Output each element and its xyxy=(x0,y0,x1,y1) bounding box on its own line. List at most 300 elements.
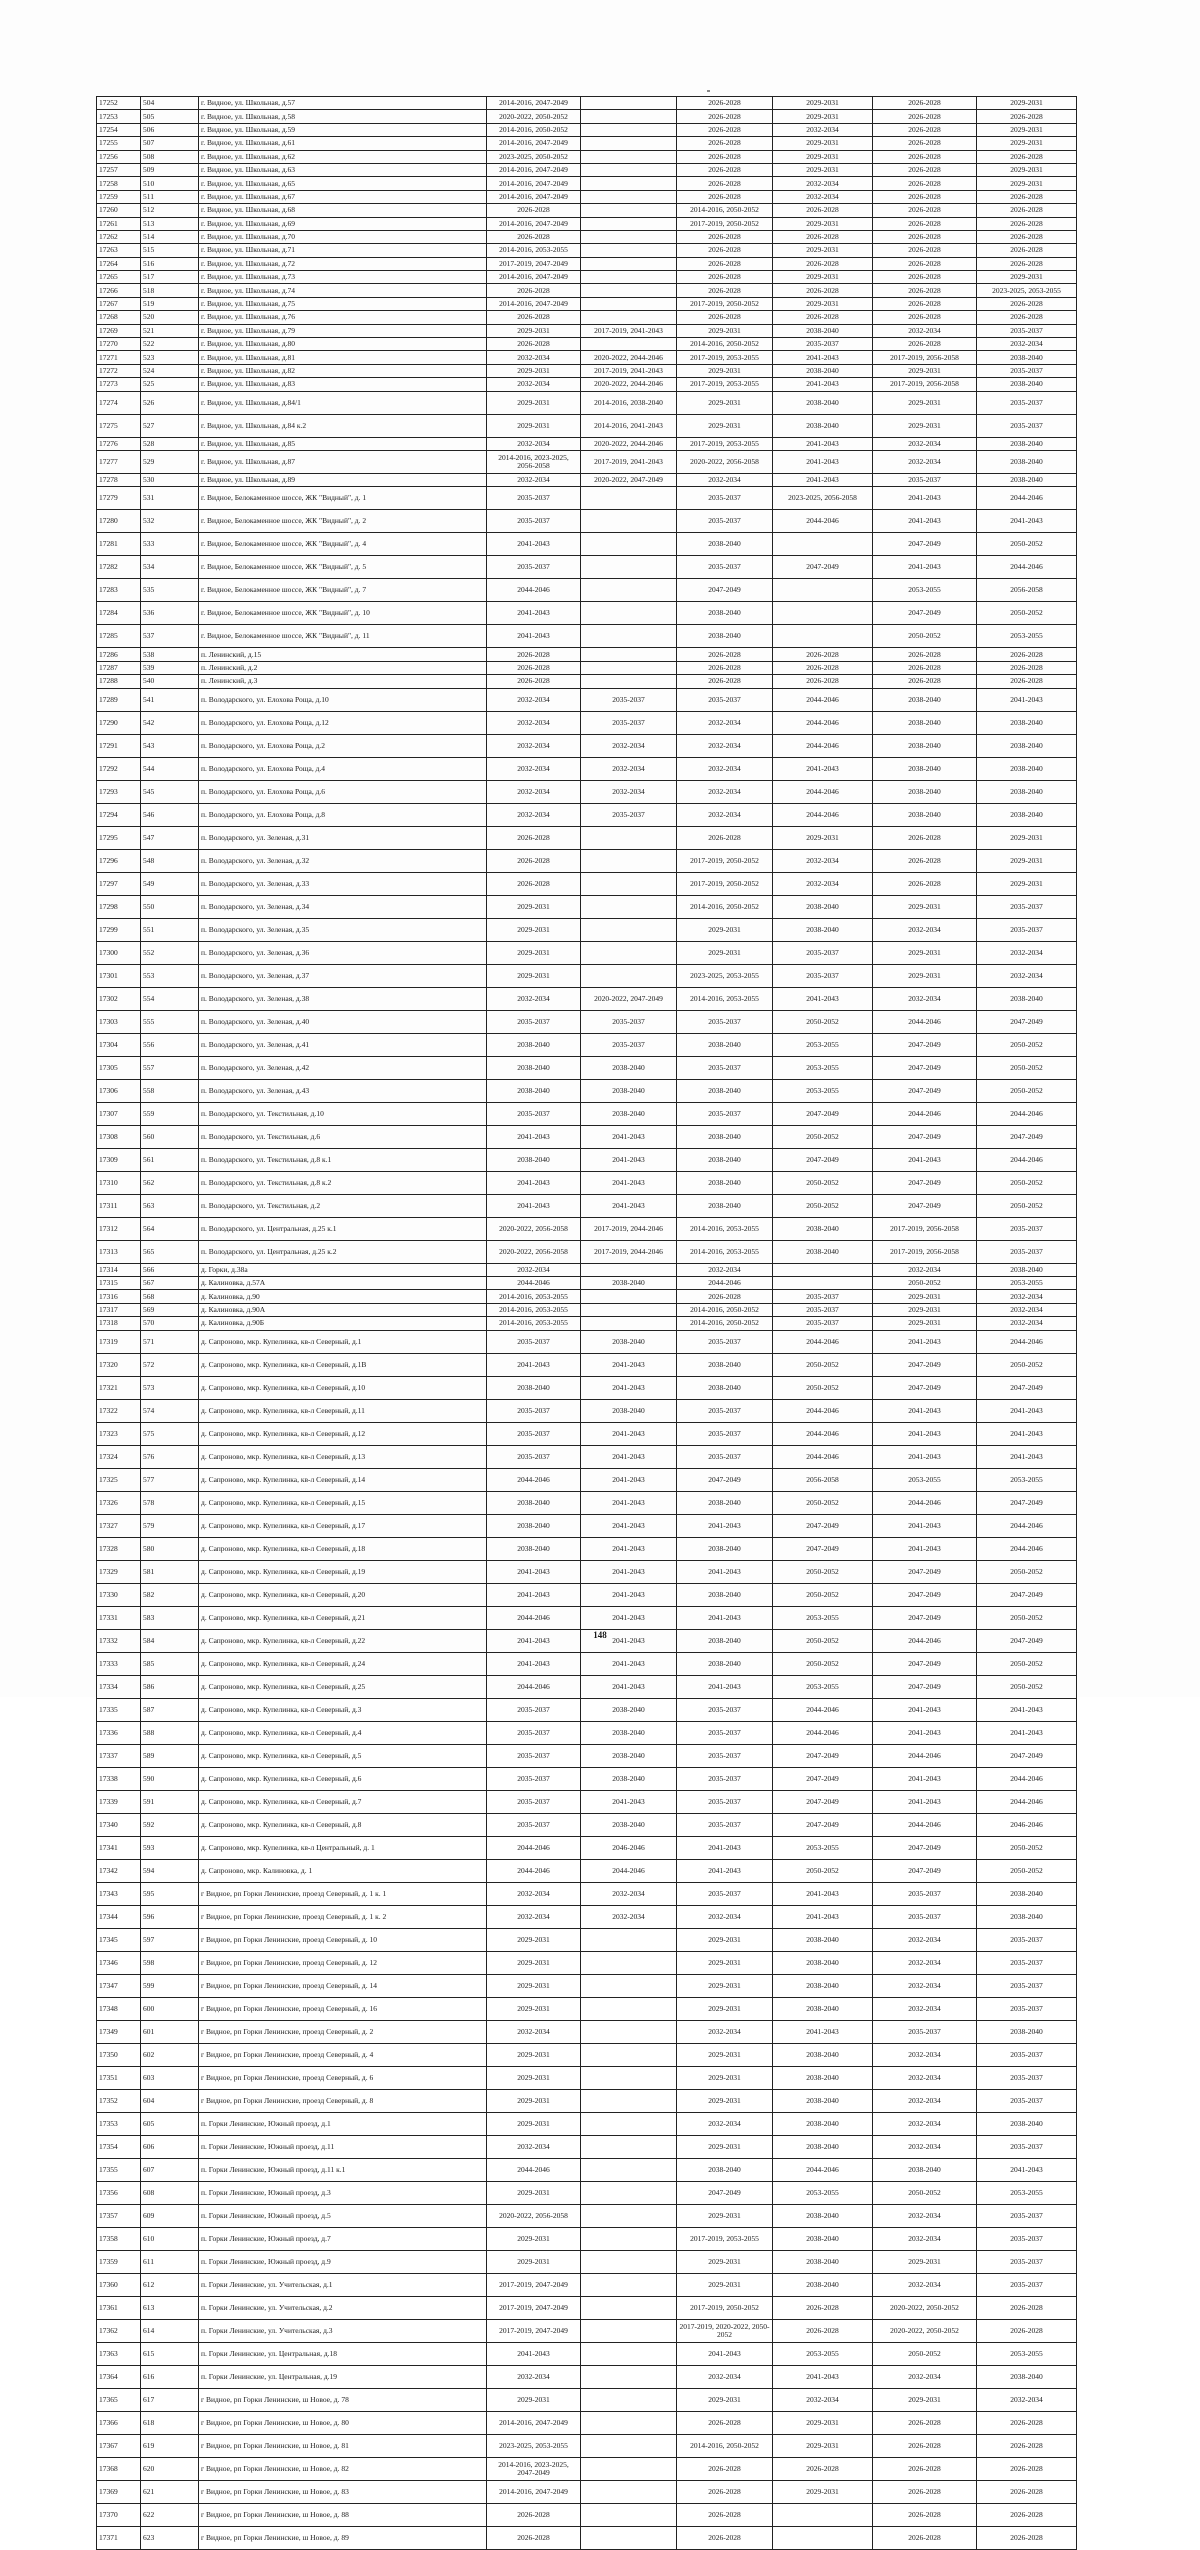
period-6-cell: 2050-2052 xyxy=(977,1836,1077,1859)
table-row xyxy=(97,437,1077,450)
table-row xyxy=(97,1997,1077,2020)
table-row xyxy=(97,964,1077,987)
address-cell: п. Горки Ленинские, Южный проезд, д.5 xyxy=(199,2204,487,2227)
table-row xyxy=(97,2181,1077,2204)
period-5-cell: 2041-2043 xyxy=(873,1445,977,1468)
period-6-cell: 2044-2046 xyxy=(977,1514,1077,1537)
address-cell: г. Видное, ул. Школьная, д.83 xyxy=(199,378,487,391)
table-row xyxy=(97,137,1077,150)
period-3-cell: 2035-2037 xyxy=(677,1399,773,1422)
period-4-cell: 2038-2040 xyxy=(773,324,873,337)
period-3-cell: 2026-2028 xyxy=(677,284,773,297)
item-number-cell: 565 xyxy=(141,1240,199,1263)
period-4-cell: 2041-2043 xyxy=(773,437,873,450)
period-3-cell: 2014-2016, 2050-2052 xyxy=(677,895,773,918)
period-5-cell: 2032-2034 xyxy=(873,2204,977,2227)
period-6-cell: 2047-2049 xyxy=(977,1125,1077,1148)
period-3-cell: 2017-2019, 2053-2055 xyxy=(677,378,773,391)
table-row xyxy=(97,123,1077,136)
period-5-cell: 2026-2028 xyxy=(873,163,977,176)
period-4-cell: 2053-2055 xyxy=(773,1606,873,1629)
period-3-cell: 2026-2028 xyxy=(677,137,773,150)
period-5-cell: 2032-2034 xyxy=(873,2227,977,2250)
period-2-cell: 2038-2040 xyxy=(581,1721,677,1744)
period-5-cell: 2026-2028 xyxy=(873,2526,977,2549)
period-5-cell: 2026-2028 xyxy=(873,271,977,284)
period-5-cell: 2026-2028 xyxy=(873,661,977,674)
record-id-cell: 17362 xyxy=(97,2319,141,2342)
table-row xyxy=(97,2365,1077,2388)
period-2-cell: 2032-2034 xyxy=(581,734,677,757)
period-5-cell: 2029-2031 xyxy=(873,941,977,964)
period-5-cell: 2026-2028 xyxy=(873,849,977,872)
period-5-cell: 2017-2019, 2056-2058 xyxy=(873,378,977,391)
item-number-cell: 523 xyxy=(141,351,199,364)
period-2-cell: 2041-2043 xyxy=(581,1583,677,1606)
period-5-cell: 2029-2031 xyxy=(873,1290,977,1303)
period-5-cell: 2032-2034 xyxy=(873,2112,977,2135)
period-6-cell: 2026-2028 xyxy=(977,661,1077,674)
period-6-cell: 2041-2043 xyxy=(977,510,1077,533)
record-id-cell: 17286 xyxy=(97,648,141,661)
period-6-cell: 2035-2037 xyxy=(977,1217,1077,1240)
period-1-cell: 2029-2031 xyxy=(487,2066,581,2089)
period-6-cell: 2038-2040 xyxy=(977,734,1077,757)
period-1-cell: 2044-2046 xyxy=(487,1468,581,1491)
item-number-cell: 584 xyxy=(141,1629,199,1652)
period-2-cell xyxy=(581,1317,677,1330)
period-1-cell: 2035-2037 xyxy=(487,556,581,579)
address-cell: п. Володарского, ул. Елохова Роща, д.12 xyxy=(199,711,487,734)
record-id-cell: 17343 xyxy=(97,1882,141,1905)
period-2-cell xyxy=(581,648,677,661)
address-cell: г. Видное, Белокаменное шоссе, ЖК "Видный", д. 10 xyxy=(199,602,487,625)
address-cell: п. Горки Ленинские, ул. Учительская, д.1 xyxy=(199,2273,487,2296)
table-row xyxy=(97,351,1077,364)
address-cell: д. Сапроново, мкр. Купелинка, кв-л Северный, д.6 xyxy=(199,1767,487,1790)
address-cell: г. Видное, ул. Школьная, д.63 xyxy=(199,163,487,176)
period-3-cell: 2038-2040 xyxy=(677,533,773,556)
period-2-cell xyxy=(581,826,677,849)
record-id-cell: 17293 xyxy=(97,780,141,803)
period-6-cell: 2035-2037 xyxy=(977,2135,1077,2158)
period-4-cell: 2044-2046 xyxy=(773,780,873,803)
item-number-cell: 585 xyxy=(141,1652,199,1675)
period-1-cell: 2014-2016, 2053-2055 xyxy=(487,244,581,257)
address-cell: г. Видное, Белокаменное шоссе, ЖК "Видный", д. 1 xyxy=(199,487,487,510)
period-4-cell: 2044-2046 xyxy=(773,1445,873,1468)
period-1-cell: 2041-2043 xyxy=(487,1125,581,1148)
period-4-cell: 2041-2043 xyxy=(773,1905,873,1928)
period-5-cell: 2041-2043 xyxy=(873,510,977,533)
period-4-cell: 2032-2034 xyxy=(773,177,873,190)
table-row xyxy=(97,2273,1077,2296)
record-id-cell: 17261 xyxy=(97,217,141,230)
period-6-cell: 2038-2040 xyxy=(977,711,1077,734)
period-2-cell xyxy=(581,2411,677,2434)
address-cell: г. Видное, Белокаменное шоссе, ЖК "Видный", д. 7 xyxy=(199,579,487,602)
period-5-cell: 2032-2034 xyxy=(873,1974,977,1997)
table-row xyxy=(97,1928,1077,1951)
period-6-cell: 2038-2040 xyxy=(977,1263,1077,1276)
table-row xyxy=(97,2480,1077,2503)
period-2-cell: 2038-2040 xyxy=(581,1813,677,1836)
table-row xyxy=(97,734,1077,757)
table-row xyxy=(97,1514,1077,1537)
period-1-cell: 2014-2016, 2047-2049 xyxy=(487,2480,581,2503)
table-row xyxy=(97,1125,1077,1148)
period-2-cell: 2038-2040 xyxy=(581,1102,677,1125)
period-3-cell: 2020-2022, 2056-2058 xyxy=(677,450,773,473)
period-1-cell: 2032-2034 xyxy=(487,987,581,1010)
table-row xyxy=(97,391,1077,414)
period-6-cell: 2053-2055 xyxy=(977,625,1077,648)
table-row xyxy=(97,675,1077,688)
period-2-cell xyxy=(581,2112,677,2135)
period-4-cell: 2056-2058 xyxy=(773,1468,873,1491)
period-1-cell: 2014-2016, 2023-2025, 2056-2058 xyxy=(487,450,581,473)
period-5-cell: 2026-2028 xyxy=(873,311,977,324)
period-1-cell: 2029-2031 xyxy=(487,895,581,918)
period-5-cell: 2053-2055 xyxy=(873,1468,977,1491)
period-1-cell: 2044-2046 xyxy=(487,2158,581,2181)
period-2-cell: 2038-2040 xyxy=(581,1079,677,1102)
period-5-cell: 2026-2028 xyxy=(873,2503,977,2526)
address-cell: г. Видное, ул. Школьная, д.65 xyxy=(199,177,487,190)
address-cell: д. Сапроново, мкр. Купелинка, кв-л Северный, д.7 xyxy=(199,1790,487,1813)
period-2-cell: 2020-2022, 2044-2046 xyxy=(581,351,677,364)
item-number-cell: 593 xyxy=(141,1836,199,1859)
period-6-cell: 2029-2031 xyxy=(977,872,1077,895)
item-number-cell: 549 xyxy=(141,872,199,895)
address-cell: п. Володарского, ул. Зеленая, д.33 xyxy=(199,872,487,895)
period-1-cell: 2014-2016, 2047-2049 xyxy=(487,217,581,230)
period-6-cell: 2044-2046 xyxy=(977,556,1077,579)
period-5-cell: 2026-2028 xyxy=(873,150,977,163)
period-4-cell: 2053-2055 xyxy=(773,2342,873,2365)
table-body xyxy=(97,97,1077,2550)
period-1-cell: 2044-2046 xyxy=(487,1675,581,1698)
table-row xyxy=(97,1537,1077,1560)
item-number-cell: 567 xyxy=(141,1276,199,1289)
table-row xyxy=(97,271,1077,284)
period-4-cell: 2026-2028 xyxy=(773,2319,873,2342)
period-3-cell: 2029-2031 xyxy=(677,2043,773,2066)
address-cell: г. Видное, ул. Школьная, д.76 xyxy=(199,311,487,324)
period-2-cell: 2017-2019, 2041-2043 xyxy=(581,364,677,377)
table-row xyxy=(97,2503,1077,2526)
table-row xyxy=(97,711,1077,734)
period-5-cell: 2038-2040 xyxy=(873,688,977,711)
period-5-cell: 2026-2028 xyxy=(873,217,977,230)
address-cell: г. Видное, ул. Школьная, д.87 xyxy=(199,450,487,473)
record-id-cell: 17347 xyxy=(97,1974,141,1997)
period-3-cell: 2026-2028 xyxy=(677,123,773,136)
period-6-cell: 2046-2046 xyxy=(977,1813,1077,1836)
period-2-cell xyxy=(581,510,677,533)
period-4-cell: 2038-2040 xyxy=(773,2204,873,2227)
record-id-cell: 17271 xyxy=(97,351,141,364)
record-id-cell: 17304 xyxy=(97,1033,141,1056)
item-number-cell: 612 xyxy=(141,2273,199,2296)
address-cell: п. Володарского, ул. Зеленая, д.43 xyxy=(199,1079,487,1102)
period-6-cell: 2050-2052 xyxy=(977,1056,1077,1079)
record-id-cell: 17255 xyxy=(97,137,141,150)
table-row xyxy=(97,688,1077,711)
address-cell: п. Володарского, ул. Центральная, д.25 к.1 xyxy=(199,1217,487,1240)
period-6-cell: 2029-2031 xyxy=(977,849,1077,872)
period-3-cell: 2047-2049 xyxy=(677,2181,773,2204)
address-cell: г Видное, рп Горки Ленинские, ш Новое, д. 80 xyxy=(199,2411,487,2434)
table-row xyxy=(97,2342,1077,2365)
period-5-cell: 2032-2034 xyxy=(873,987,977,1010)
period-6-cell: 2041-2043 xyxy=(977,1422,1077,1445)
period-5-cell: 2041-2043 xyxy=(873,1537,977,1560)
table-row xyxy=(97,1583,1077,1606)
period-4-cell: 2047-2049 xyxy=(773,1813,873,1836)
period-3-cell: 2041-2043 xyxy=(677,1859,773,1882)
record-id-cell: 17322 xyxy=(97,1399,141,1422)
address-cell: д. Сапроново, мкр. Купелинка, кв-л Северный, д.25 xyxy=(199,1675,487,1698)
address-cell: г. Видное, ул. Школьная, д.71 xyxy=(199,244,487,257)
table-row xyxy=(97,1560,1077,1583)
table-row xyxy=(97,1790,1077,1813)
item-number-cell: 615 xyxy=(141,2342,199,2365)
period-6-cell: 2044-2046 xyxy=(977,1767,1077,1790)
address-cell: п. Горки Ленинские, Южный проезд, д.11 xyxy=(199,2135,487,2158)
table-row xyxy=(97,311,1077,324)
item-number-cell: 583 xyxy=(141,1606,199,1629)
table-row xyxy=(97,1276,1077,1289)
period-2-cell: 2038-2040 xyxy=(581,1276,677,1289)
period-3-cell: 2014-2016, 2050-2052 xyxy=(677,1303,773,1316)
period-4-cell: 2029-2031 xyxy=(773,163,873,176)
period-3-cell: 2035-2037 xyxy=(677,1330,773,1353)
record-id-cell: 17272 xyxy=(97,364,141,377)
period-5-cell: 2026-2028 xyxy=(873,675,977,688)
address-cell: г. Видное, ул. Школьная, д.73 xyxy=(199,271,487,284)
period-2-cell xyxy=(581,2480,677,2503)
period-6-cell: 2026-2028 xyxy=(977,2503,1077,2526)
period-1-cell: 2038-2040 xyxy=(487,1537,581,1560)
item-number-cell: 622 xyxy=(141,2503,199,2526)
period-2-cell: 2044-2046 xyxy=(581,1859,677,1882)
period-2-cell xyxy=(581,2181,677,2204)
period-6-cell: 2053-2055 xyxy=(977,1468,1077,1491)
address-cell: п. Горки Ленинские, ул. Центральная, д.18 xyxy=(199,2342,487,2365)
table-row xyxy=(97,378,1077,391)
item-number-cell: 623 xyxy=(141,2526,199,2549)
table-row xyxy=(97,648,1077,661)
period-2-cell: 2041-2043 xyxy=(581,1171,677,1194)
item-number-cell: 596 xyxy=(141,1905,199,1928)
period-2-cell xyxy=(581,2020,677,2043)
scan-speck xyxy=(707,90,710,92)
address-cell: п. Володарского, ул. Зеленая, д.41 xyxy=(199,1033,487,1056)
table-row xyxy=(97,780,1077,803)
period-3-cell: 2029-2031 xyxy=(677,1974,773,1997)
period-3-cell: 2035-2037 xyxy=(677,1445,773,1468)
period-1-cell: 2032-2034 xyxy=(487,711,581,734)
period-1-cell: 2038-2040 xyxy=(487,1514,581,1537)
period-1-cell: 2032-2034 xyxy=(487,437,581,450)
period-5-cell: 2047-2049 xyxy=(873,1194,977,1217)
period-1-cell: 2032-2034 xyxy=(487,2365,581,2388)
item-number-cell: 606 xyxy=(141,2135,199,2158)
record-id-cell: 17284 xyxy=(97,602,141,625)
period-5-cell: 2026-2028 xyxy=(873,244,977,257)
period-6-cell: 2035-2037 xyxy=(977,391,1077,414)
period-6-cell: 2044-2046 xyxy=(977,1330,1077,1353)
record-id-cell: 17276 xyxy=(97,437,141,450)
address-cell: г Видное, рп Горки Ленинские, проезд Северный, д. 8 xyxy=(199,2089,487,2112)
period-5-cell: 2032-2034 xyxy=(873,1997,977,2020)
period-2-cell xyxy=(581,533,677,556)
item-number-cell: 614 xyxy=(141,2319,199,2342)
period-2-cell: 2038-2040 xyxy=(581,1698,677,1721)
table-row xyxy=(97,217,1077,230)
address-cell: п. Володарского, ул. Елохова Роща, д.6 xyxy=(199,780,487,803)
record-id-cell: 17315 xyxy=(97,1276,141,1289)
period-2-cell: 2020-2022, 2047-2049 xyxy=(581,987,677,1010)
period-6-cell: 2032-2034 xyxy=(977,1303,1077,1316)
item-number-cell: 570 xyxy=(141,1317,199,1330)
item-number-cell: 571 xyxy=(141,1330,199,1353)
table-row xyxy=(97,2457,1077,2480)
period-5-cell: 2047-2049 xyxy=(873,1056,977,1079)
period-4-cell: 2038-2040 xyxy=(773,2250,873,2273)
table-row xyxy=(97,1606,1077,1629)
period-5-cell: 2047-2049 xyxy=(873,1675,977,1698)
table-row xyxy=(97,2112,1077,2135)
record-id-cell: 17358 xyxy=(97,2227,141,2250)
period-3-cell: 2029-2031 xyxy=(677,941,773,964)
record-id-cell: 17360 xyxy=(97,2273,141,2296)
period-2-cell: 2046-2046 xyxy=(581,1836,677,1859)
period-6-cell: 2041-2043 xyxy=(977,2158,1077,2181)
period-3-cell: 2017-2019, 2050-2052 xyxy=(677,297,773,310)
record-id-cell: 17353 xyxy=(97,2112,141,2135)
table-row xyxy=(97,1721,1077,1744)
period-4-cell: 2044-2046 xyxy=(773,1330,873,1353)
period-2-cell xyxy=(581,257,677,270)
period-5-cell: 2032-2034 xyxy=(873,2089,977,2112)
table-row xyxy=(97,473,1077,486)
period-4-cell: 2029-2031 xyxy=(773,244,873,257)
table-row xyxy=(97,1240,1077,1263)
item-number-cell: 598 xyxy=(141,1951,199,1974)
record-id-cell: 17288 xyxy=(97,675,141,688)
period-1-cell: 2014-2016, 2047-2049 xyxy=(487,297,581,310)
period-1-cell: 2032-2034 xyxy=(487,757,581,780)
table-row xyxy=(97,1010,1077,1033)
address-cell: г Видное, рп Горки Ленинские, ш Новое, д. 83 xyxy=(199,2480,487,2503)
record-id-cell: 17337 xyxy=(97,1744,141,1767)
item-number-cell: 586 xyxy=(141,1675,199,1698)
item-number-cell: 506 xyxy=(141,123,199,136)
table-row xyxy=(97,1171,1077,1194)
period-3-cell: 2032-2034 xyxy=(677,803,773,826)
period-5-cell: 2017-2019, 2056-2058 xyxy=(873,351,977,364)
period-3-cell: 2035-2037 xyxy=(677,556,773,579)
period-2-cell: 2035-2037 xyxy=(581,1033,677,1056)
period-3-cell: 2026-2028 xyxy=(677,97,773,110)
item-number-cell: 587 xyxy=(141,1698,199,1721)
period-1-cell: 2041-2043 xyxy=(487,1560,581,1583)
period-2-cell xyxy=(581,2342,677,2365)
period-1-cell: 2035-2037 xyxy=(487,1767,581,1790)
record-id-cell: 17371 xyxy=(97,2526,141,2549)
period-6-cell: 2026-2028 xyxy=(977,110,1077,123)
period-2-cell xyxy=(581,163,677,176)
period-5-cell: 2035-2037 xyxy=(873,473,977,486)
address-cell: п. Ленинский, д.2 xyxy=(199,661,487,674)
item-number-cell: 594 xyxy=(141,1859,199,1882)
table-row xyxy=(97,556,1077,579)
record-id-cell: 17278 xyxy=(97,473,141,486)
record-id-cell: 17264 xyxy=(97,257,141,270)
period-5-cell: 2044-2046 xyxy=(873,1102,977,1125)
address-cell: г. Видное, ул. Школьная, д.57 xyxy=(199,97,487,110)
record-id-cell: 17320 xyxy=(97,1353,141,1376)
period-6-cell: 2038-2040 xyxy=(977,2020,1077,2043)
record-id-cell: 17268 xyxy=(97,311,141,324)
period-2-cell: 2017-2019, 2041-2043 xyxy=(581,450,677,473)
period-2-cell xyxy=(581,2503,677,2526)
period-6-cell: 2026-2028 xyxy=(977,204,1077,217)
item-number-cell: 580 xyxy=(141,1537,199,1560)
period-4-cell xyxy=(773,533,873,556)
period-1-cell: 2041-2043 xyxy=(487,533,581,556)
period-4-cell: 2047-2049 xyxy=(773,1148,873,1171)
period-5-cell: 2038-2040 xyxy=(873,757,977,780)
period-3-cell: 2035-2037 xyxy=(677,1422,773,1445)
record-id-cell: 17365 xyxy=(97,2388,141,2411)
period-4-cell: 2029-2031 xyxy=(773,297,873,310)
period-3-cell: 2038-2040 xyxy=(677,1376,773,1399)
period-5-cell: 2047-2049 xyxy=(873,1859,977,1882)
table-row xyxy=(97,987,1077,1010)
address-cell: п. Володарского, ул. Зеленая, д.42 xyxy=(199,1056,487,1079)
period-6-cell: 2038-2040 xyxy=(977,780,1077,803)
period-3-cell: 2026-2028 xyxy=(677,2480,773,2503)
period-5-cell: 2047-2049 xyxy=(873,1560,977,1583)
period-2-cell: 2035-2037 xyxy=(581,688,677,711)
table-row xyxy=(97,1317,1077,1330)
period-1-cell: 2038-2040 xyxy=(487,1079,581,1102)
period-1-cell: 2035-2037 xyxy=(487,1790,581,1813)
period-4-cell: 2053-2055 xyxy=(773,1675,873,1698)
record-id-cell: 17282 xyxy=(97,556,141,579)
item-number-cell: 618 xyxy=(141,2411,199,2434)
period-1-cell: 2020-2022, 2056-2058 xyxy=(487,1217,581,1240)
period-1-cell: 2032-2034 xyxy=(487,734,581,757)
period-4-cell: 2041-2043 xyxy=(773,1882,873,1905)
table-row xyxy=(97,2296,1077,2319)
table-row xyxy=(97,602,1077,625)
record-id-cell: 17333 xyxy=(97,1652,141,1675)
address-cell: г. Видное, ул. Школьная, д.70 xyxy=(199,230,487,243)
period-4-cell: 2050-2052 xyxy=(773,1583,873,1606)
table-row xyxy=(97,450,1077,473)
period-4-cell: 2050-2052 xyxy=(773,1560,873,1583)
item-number-cell: 528 xyxy=(141,437,199,450)
period-3-cell: 2035-2037 xyxy=(677,1010,773,1033)
period-2-cell: 2041-2043 xyxy=(581,1125,677,1148)
period-3-cell: 2029-2031 xyxy=(677,391,773,414)
record-id-cell: 17302 xyxy=(97,987,141,1010)
record-id-cell: 17338 xyxy=(97,1767,141,1790)
